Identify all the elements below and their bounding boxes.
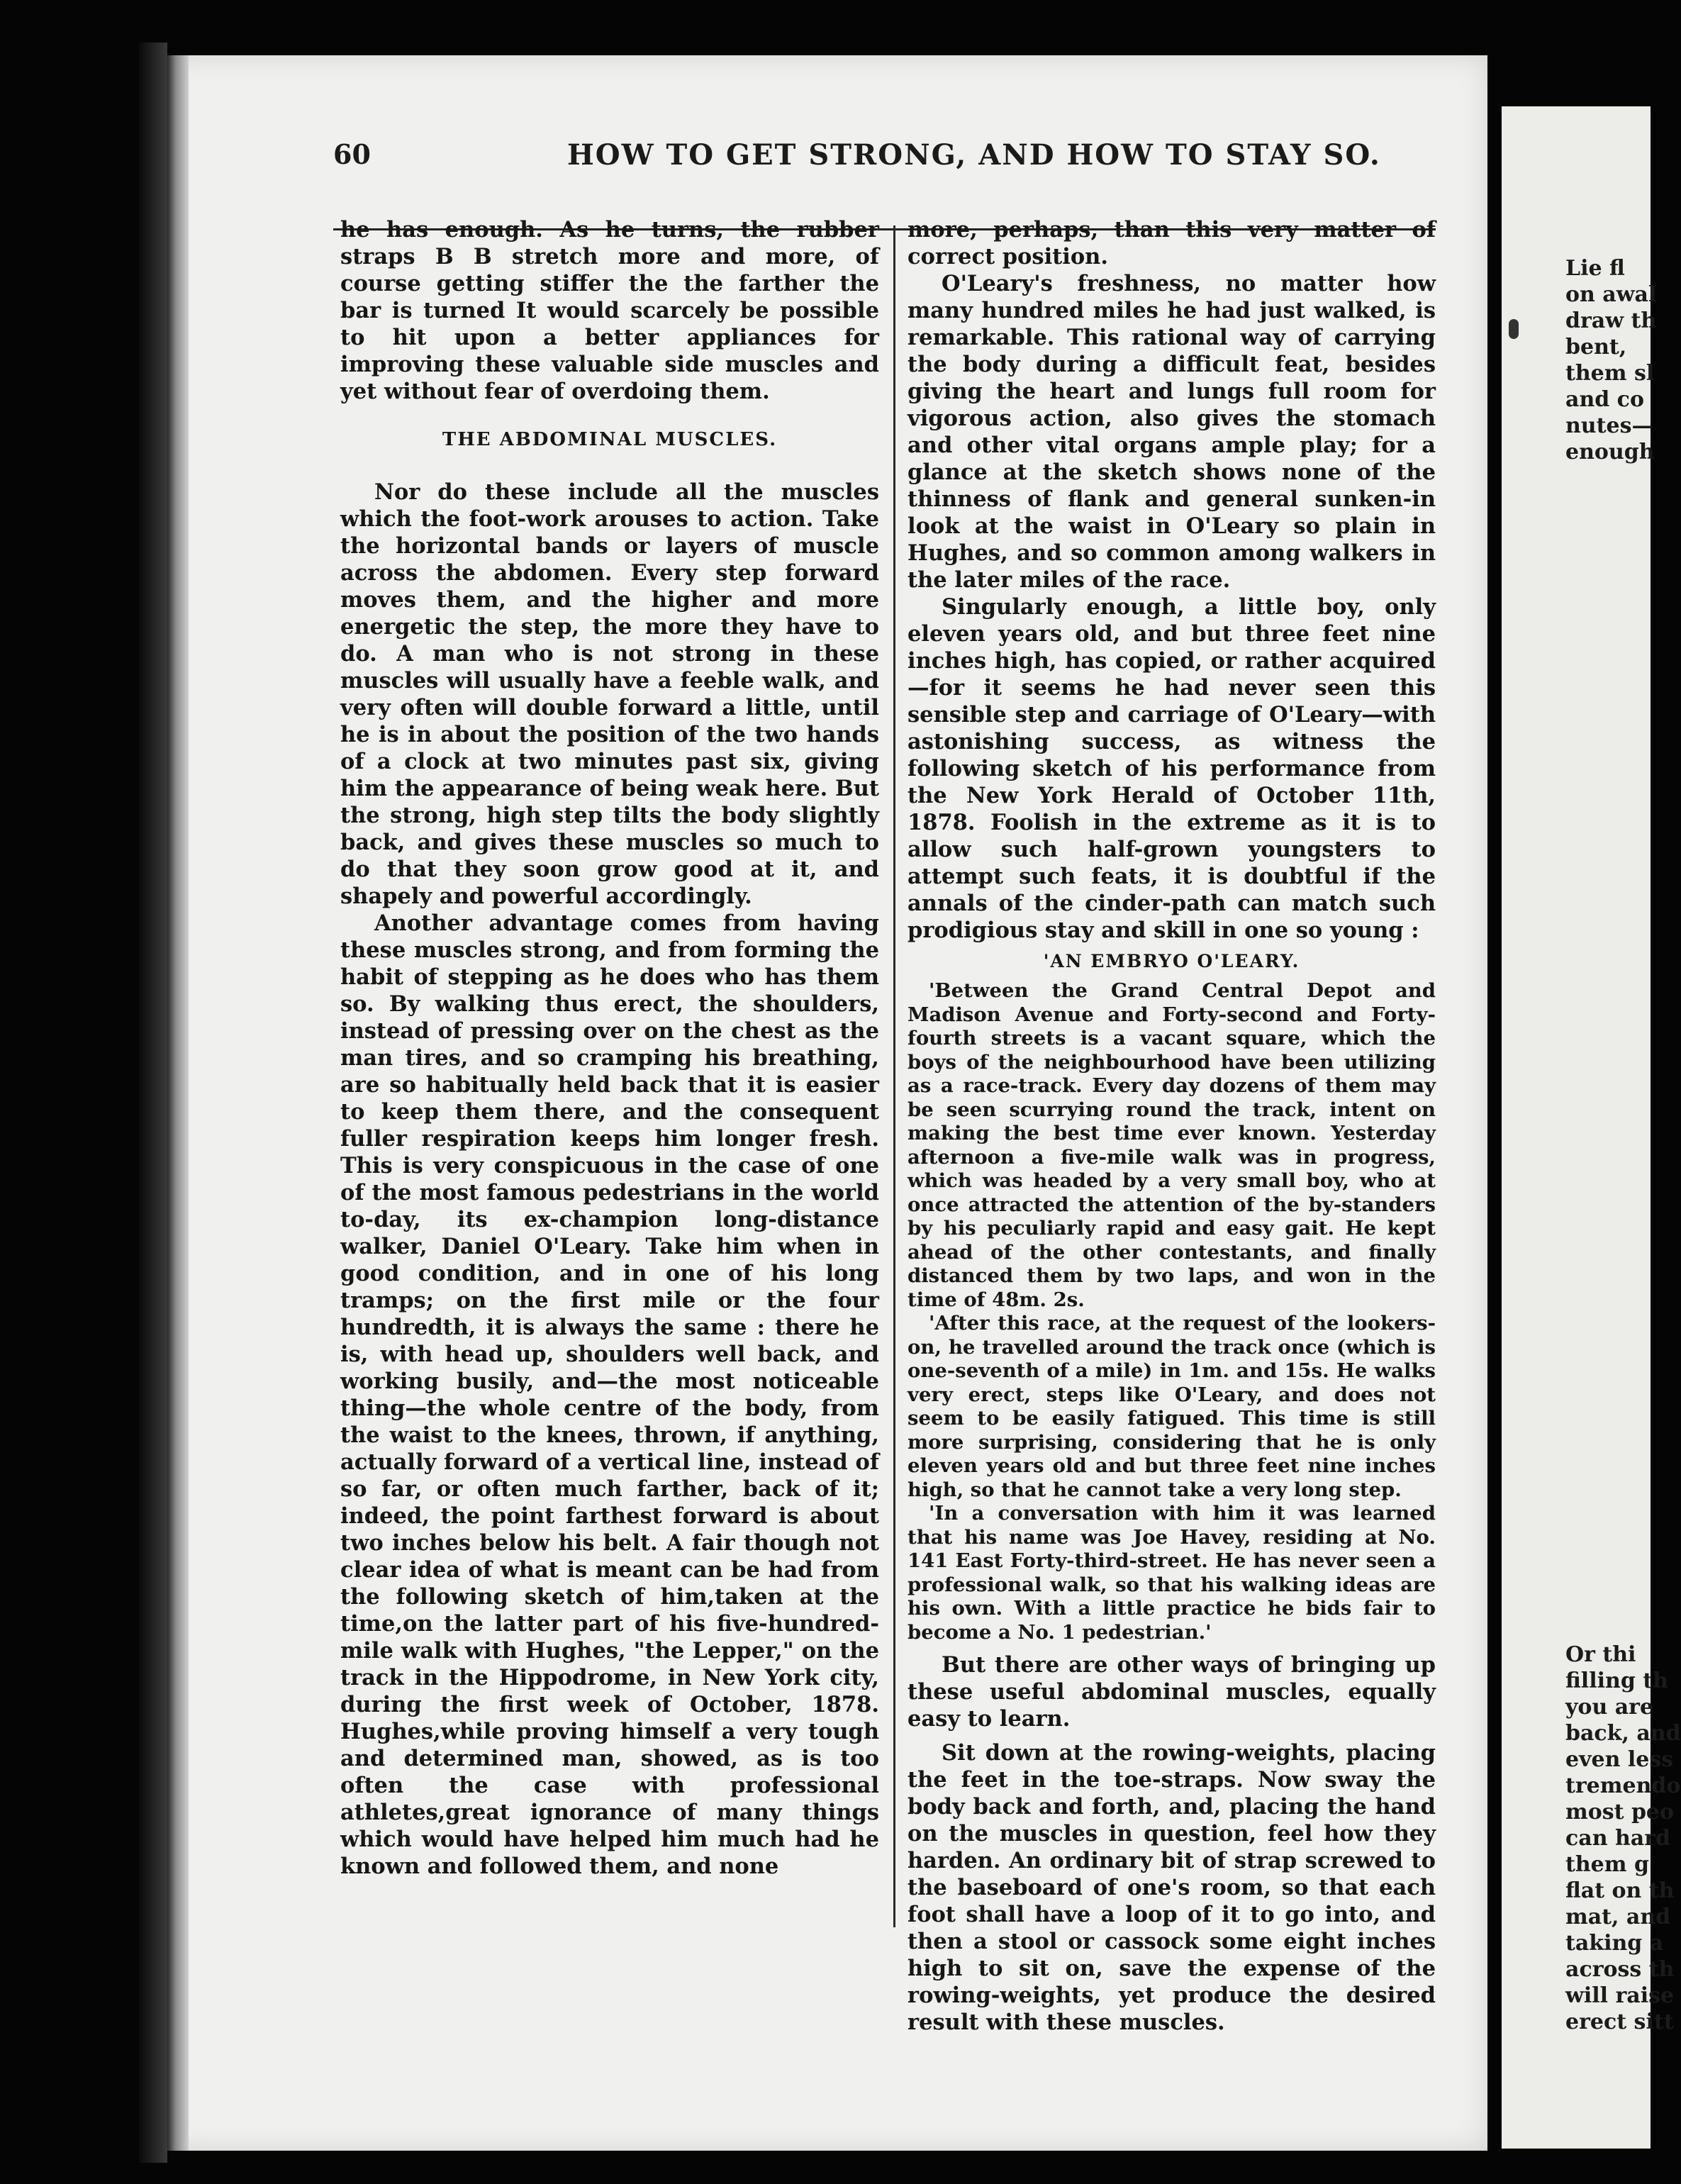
left-column (340, 216, 879, 1880)
paragraph: O'Leary's freshness, no matter how many hundred miles he had just walked, is remarkable. This rational way of carrying the body during a difficult feat, besides giving the heart and lungs full room for vigorous action, also gives the stomach and other vital organs ample play; for a glance at the sketch shows none of the thinness of flank and general sunken-in look at the waist in O'Leary so plain in Hughes, and so common among walkers in the later miles of the race. (907, 271, 1436, 593)
quote-paragraph: 'Between the Grand Central Depot and Madison Avenue and Forty-second and Forty-fourth streets is a vacant square, which the boys of the neighbourhood have been utilizing as a race-track. Every day dozens of them may be seen scurrying round the track, intent on making the best time ever known. Yesterday afternoon a five-mile walk was in progress, which was headed by a very small boy, who at once attracted the attention of the by-standers by his peculiarly rapid and easy gait. He kept ahead of the other contestants, and finally distanced them by two laps, and won in the time of 48m. 2s. (907, 979, 1436, 1311)
page-edge (167, 55, 189, 2151)
page-header (333, 138, 1482, 181)
running-title: HOW TO GET STRONG, AND HOW TO STAY SO. (567, 138, 1381, 172)
paragraph: more, perhaps, than this very matter of correct position. (907, 217, 1436, 269)
paragraph: But there are other ways of bringing up these useful abdominal muscles, equally easy to learn. (907, 1652, 1436, 1732)
adjacent-page-fragment (1502, 106, 1681, 2149)
section-heading: THE ABDOMINAL MUSCLES. (442, 429, 778, 450)
quote-paragraph: 'In a conversation with him it was learned that his name was Joe Havey, residing at No. 141 East Forty-third-street. He has never seen a professional walk, so that his walking ideas are his own. With a little practice he bids fair to become a No. 1 pedestrian.' (907, 1502, 1436, 1644)
quote-heading: 'AN EMBRYO O'LEARY. (1043, 951, 1300, 971)
adjacent-text-top: Lie fl on awal draw th bent, them sl and co nutes— enough (1565, 256, 1657, 464)
adjacent-text-bottom: Or thi filling th you are back, and even less tremendo most peo can hard them g flat on th mat, and taking a across th will raise erect sitt (1565, 1642, 1681, 2034)
page-number: 60 (333, 138, 371, 170)
paragraph: he has enough. As he turns, the rubber straps B B stretch more and more, of course getting stiffer the the farther the bar is turned It would scarcely be possible to hit upon a better appliances for improving these valuable side muscles and yet without fear of overdoing them. (340, 217, 879, 404)
paragraph: Nor do these include all the muscles which the foot-work arouses to action. Take the horizontal bands or layers of muscle across the abdomen. Every step forward moves them, and the higher and more energetic the step, the more they have to do. A man who is not strong in these muscles will usually have a feeble walk, and very often will double forward a little, until he is in about the position of the two hands of a clock at two minutes past six, giving him the appearance of being weak here. But the strong, high step tilts the body slightly back, and gives these muscles so much to do that they soon grow good at it, and shapely and powerful accordingly. (340, 479, 879, 909)
book-spine-shadow (139, 43, 167, 2163)
paragraph: Sit down at the rowing-weights, placing the feet in the toe-straps. Now sway the body back and forth, and, placing the hand on the muscles in question, feel how they harden. An ordinary bit of strap screwed to the baseboard of one's room, so that each foot shall have a loop of it to go into, and then a stool or cassock some eight inches high to sit on, save the expense of the rowing-weights, yet produce the desired result with these muscles. (907, 1740, 1436, 2035)
paragraph: Singularly enough, a little boy, only eleven years old, and but three feet nine inches high, has copied, or rather acquired—for it seems he had never seen this sensible step and carriage of O'Leary—with astonishing success, as witness the following sketch of his performance from the New York Herald of October 11th, 1878. Foolish in the extreme as it is to allow such half-grown youngsters to attempt such feats, it is doubtful if the annals of the cinder-path can match such prodigious stay and skill in one so young : (907, 594, 1436, 943)
right-column (907, 216, 1436, 2036)
paragraph: Another advantage comes from having these muscles strong, and from forming the habit of stepping as he does who has them so. By walking thus erect, the shoulders, instead of pressing over on the chest as the man tires, and so cramping his breathing, are so habitually held back that it is easier to keep them there, and the consequent fuller respiration keeps him longer fresh. This is very conspicuous in the case of one of the most famous pedestrians in the world to-day, its ex-champion long-distance walker, Daniel O'Leary. Take him when in good condition, and in one of his long tramps; on the first mile or the four hundredth, it is always the same : there he is, with head up, shoulders well back, and working busily, and—the most noticeable thing—the whole centre of the body, from the waist to the knees, thrown, if anything, actually forward of a vertical line, instead of so far, or often much farther, back of it; indeed, the point farthest forward is about two inches below his belt. A fair though not clear idea of what is meant can be had from the following sketch of him,taken at the time,on the latter part of his five-hundred-mile walk with Hughes, "the Lepper," on the track in the Hippodrome, in New York city, during the first week of October, 1878. Hughes,while proving himself a very tough and determined man, showed, as is too often the case with professional athletes,great ignorance of many things which would have helped him much had he known and followed them, and none (340, 910, 879, 1879)
column-divider (893, 225, 895, 1927)
quote-paragraph: 'After this race, at the request of the lookers-on, he travelled around the track once (which is one-seventh of a mile) in 1m. and 15s. He walks very erect, steps like O'Leary, and does not seem to be easily fatigued. This time is still more surprising, considering that he is only eleven years old and but three feet nine inches high, so that he cannot take a very long step. (907, 1312, 1436, 1501)
